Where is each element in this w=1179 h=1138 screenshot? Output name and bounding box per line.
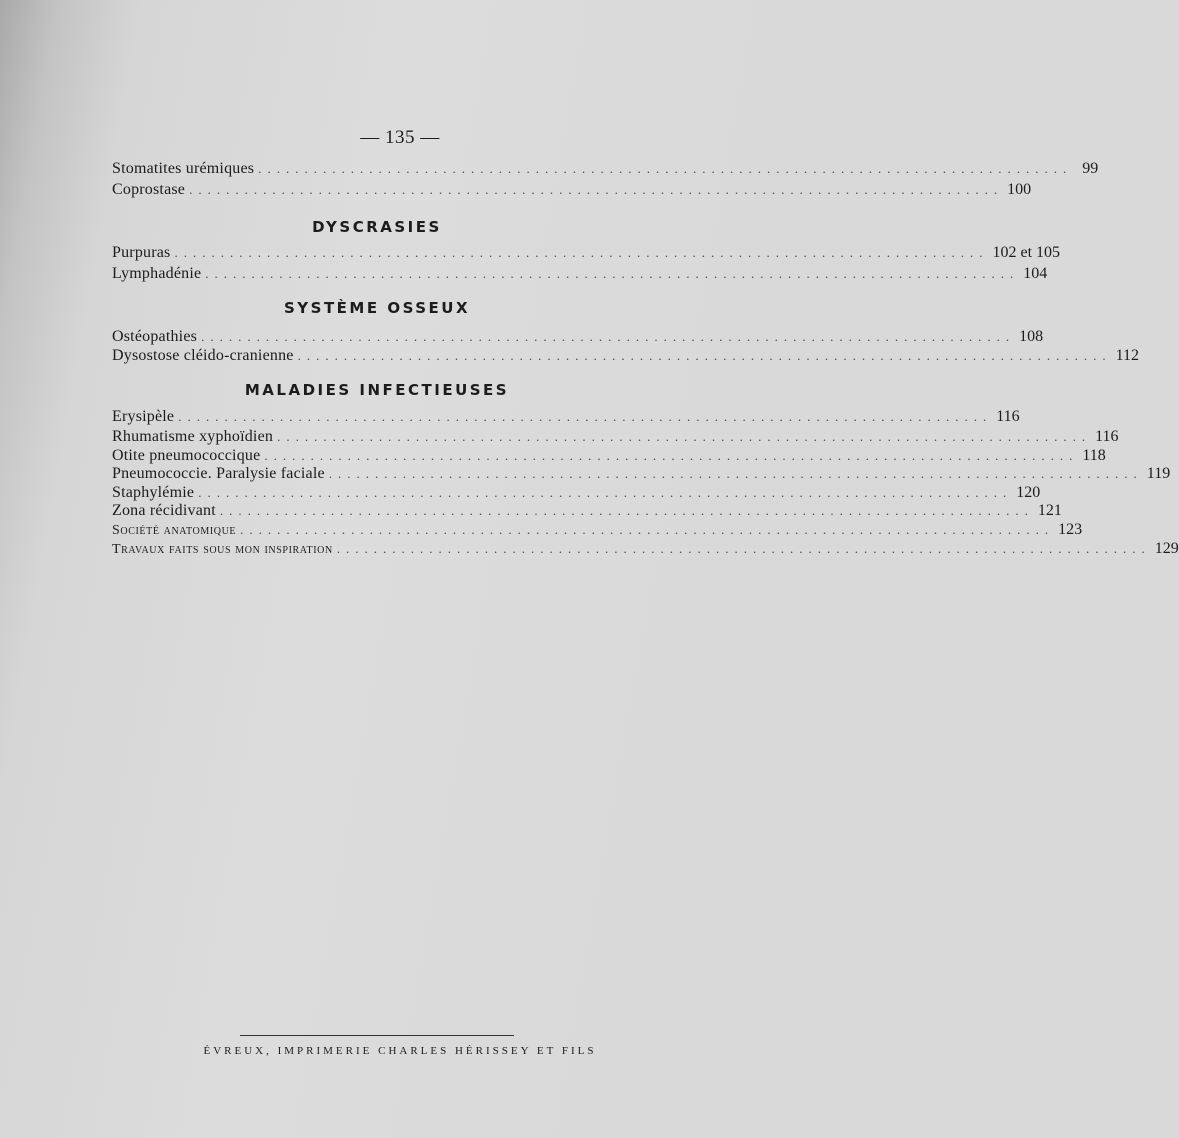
dot-leader: ........................................................................................	[336, 541, 1151, 556]
dot-leader: ........................................................................................	[328, 466, 1143, 481]
toc-entry	[112, 244, 1061, 266]
dot-leader: ........................................................................................	[277, 429, 1092, 444]
toc-entry-page: 116	[996, 408, 1020, 425]
toc-entry-page: 123	[1058, 521, 1083, 538]
toc-entry-label: Coprostase	[112, 181, 186, 198]
toc-entry-label: Lymphadénie	[112, 265, 202, 282]
toc-entry-page: 121	[1037, 502, 1062, 519]
toc-entry-label: Otite pneumococcique	[112, 447, 261, 464]
toc-entry-page: 119	[1146, 465, 1171, 482]
printer-imprint: ÉVREUX, IMPRIMERIE CHARLES HÉRISSEY ET FILS	[203, 1045, 597, 1057]
toc-entry-page: 120	[1016, 484, 1041, 501]
toc-entry-label: Purpuras	[112, 244, 171, 261]
dot-leader: ........................................................................................	[297, 348, 1112, 363]
toc-entry-page: 118	[1082, 447, 1106, 464]
toc-entry	[112, 408, 1020, 430]
dot-leader: ........................................................................................	[258, 161, 1073, 176]
toc-entry-page: 129	[1154, 540, 1179, 557]
section-heading: MALADIES INFECTIEUSES	[244, 381, 510, 399]
toc-entry	[112, 160, 1099, 182]
toc-entry-page: 102 et 105	[992, 244, 1061, 261]
toc-entry	[112, 265, 1048, 287]
dot-leader: ........................................................................................	[198, 485, 1013, 500]
toc-entry-page: 104	[1023, 265, 1048, 282]
toc-entry	[112, 181, 1032, 203]
toc-entry-label: Staphylémie	[112, 484, 195, 501]
dot-leader: ........................................................................................	[178, 409, 993, 424]
dot-leader: ........................................................................................	[189, 182, 1004, 197]
toc-entry	[112, 540, 1179, 562]
toc-entry-label: Zona récidivant	[112, 502, 216, 519]
page-number: — 135 —	[360, 127, 440, 148]
toc-entry-label: Ostéopathies	[112, 328, 198, 345]
toc-entry-label: Pneumococcie. Paralysie faciale	[112, 465, 325, 482]
dot-leader: ........................................................................................	[264, 448, 1079, 463]
toc-entry-label: Travaux faits sous mon inspiration	[112, 542, 333, 557]
dot-leader: ........................................................................................	[240, 522, 1055, 537]
toc-entry-label: Stomatites urémiques	[112, 160, 255, 177]
toc-entry-page: 99	[1082, 160, 1099, 177]
section-heading: DYSCRASIES	[312, 218, 442, 236]
toc-entry-label: Dysostose cléido-cranienne	[112, 347, 294, 364]
toc-entry	[112, 347, 1139, 369]
toc-entry-page: 112	[1115, 347, 1139, 364]
toc-entry-page: 100	[1007, 181, 1032, 198]
toc-entry-page: 116	[1095, 428, 1119, 445]
footer-rule	[240, 1035, 514, 1036]
toc-entry-label: Société anatomique	[112, 523, 237, 538]
section-heading: SYSTÈME OSSEUX	[283, 299, 471, 317]
dot-leader: ........................................................................................	[219, 503, 1034, 518]
dot-leader: ........................................................................................	[201, 329, 1016, 344]
toc-entry-label: Rhumatisme xyphoïdien	[112, 428, 274, 445]
dot-leader: ........................................................................................	[174, 245, 989, 260]
toc-entry-label: Erysipèle	[112, 408, 175, 425]
dot-leader: ........................................................................................	[205, 266, 1020, 281]
toc-entry-page: 108	[1019, 328, 1044, 345]
